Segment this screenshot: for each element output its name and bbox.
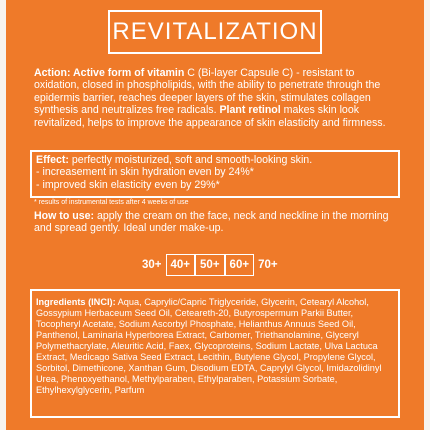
age-40-plus: 40+ (166, 254, 196, 276)
how-to-use-label: How to use: (34, 210, 95, 222)
action-text-1: C (Bi-layer Capsule C) - resistant to oxidation, closed in phospholipids, with the ability to penetrate through the epidermis barrier, reaches deeper layers of the skin, stimulates collagen synthesis and neutralizes free radicals. (34, 67, 381, 117)
age-30-plus: 30+ (142, 259, 162, 271)
action-bold-2: Plant retinol (219, 104, 281, 117)
age-50-plus: 50+ (195, 254, 225, 276)
page-title: REVITALIZATION (112, 18, 318, 45)
results-footnote: * results of instrumental tests after 4 weeks of use (34, 199, 189, 206)
effect-box (30, 150, 400, 198)
age-70-plus: 70+ (258, 259, 278, 271)
ingredients-text: Aqua, Caprylic/Capric Triglyceride, Glycerin, Cetearyl Alcohol, Gossypium Herbaceum Seed Oil, Ceteareth-20, Butyrospermum Parkii Butter, Tocopheryl Acetate, Sodium Ascorbyl Phosphate, Helianthus Annuus Seed Oil, Panthenol, Laminaria Hyperborea Extract, Carbomer, Triethanolamine, Glyceryl Polymethacrylate, Aleuritic Acid, Faex, Glycoproteins, Sodium Lactate, Ulva Lactuca Extract, Medicago Sativa Seed Extract, Lecithin, Butylene Glycol, Propylene Glycol, Sorbitol, Dimethicone, Xanthan Gum, Disodium EDTA, Caprylyl Glycol, Imidazolidinyl Urea, Phenoxyethanol, Methylparaben, Ethylparaben, Potassium Sorbate, Ethylhexylglycerin, Parfum (36, 297, 382, 395)
effect-line-2: - increasement in skin hydration even by 24%* (36, 166, 254, 179)
effect-label: Effect: (36, 154, 69, 166)
ingredients-box (30, 289, 400, 418)
effect-line-3: - improved skin elasticity even by 29%* (36, 178, 220, 191)
left-edge (0, 0, 6, 430)
age-group-row (138, 254, 282, 276)
action-text-2: makes skin look revitalized, helps to improve the appearance of skin elasticity and firmness. (34, 104, 386, 129)
how-to-use-text: apply the cream on the face, neck and neckline in the morning and spread gently. Ideal under make-up. (34, 210, 389, 235)
ingredients-label: Ingredients (INCI): (36, 297, 116, 307)
action-lead: Action: Active form of vitamin (34, 67, 185, 79)
action-paragraph (34, 67, 398, 129)
right-edge (424, 0, 430, 430)
age-60-plus: 60+ (225, 254, 255, 276)
how-to-use-paragraph (34, 210, 398, 235)
effect-text: perfectly moisturized, soft and smooth-looking skin. (68, 154, 313, 166)
title-box (108, 10, 322, 54)
